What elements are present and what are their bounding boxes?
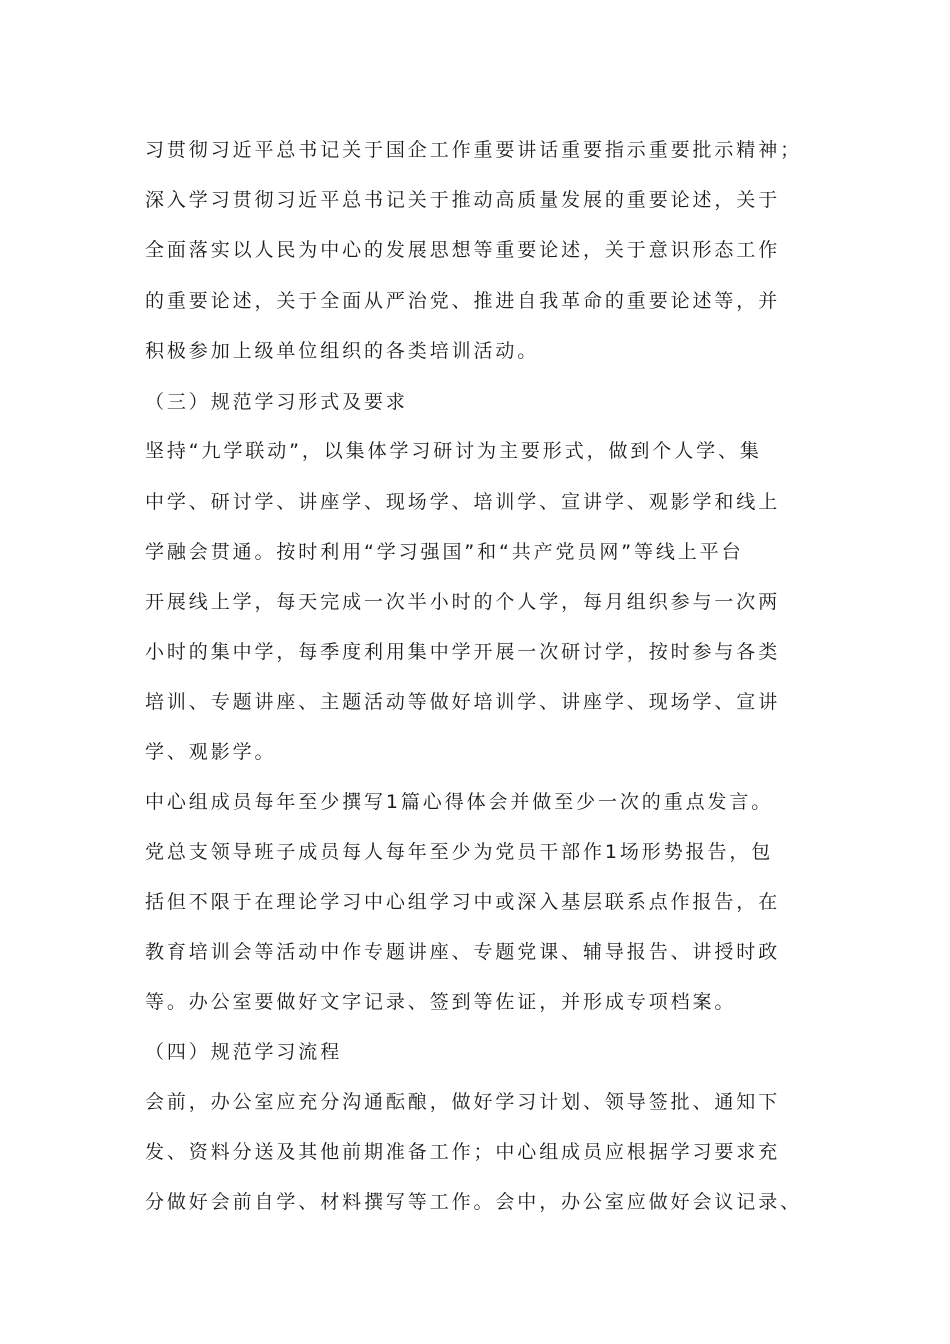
body-text-line: 坚持“九学联动”，以集体学习研讨为主要形式，做到个人学、集 [145,440,762,462]
body-text-line: 发、资料分送及其他前期准备工作；中心组成员应根据学习要求充 [145,1141,781,1163]
body-text-line: 的重要论述，关于全面从严治党、推进自我革命的重要论述等，并 [145,290,781,312]
body-text-line: 分做好会前自学、材料撰写等工作。会中，办公室应做好会议记录、 [145,1191,803,1213]
body-text-line: 中学、研讨学、讲座学、现场学、培训学、宣讲学、观影学和线上 [145,491,781,513]
body-text-line: 积极参加上级单位组织的各类培训活动。 [145,340,540,362]
section-heading: （三）规范学习形式及要求 [145,391,408,413]
body-text-line: 括但不限于在理论学习中心组学习中或深入基层联系点作报告，在 [145,891,781,913]
body-text-line: 培训、专题讲座、主题活动等做好培训学、讲座学、现场学、宣讲 [145,691,781,713]
body-text-line: 学、观影学。 [145,741,277,763]
body-text-line: 习贯彻习近平总书记关于国企工作重要讲话重要指示重要批示精神； [145,139,803,161]
body-text-line: 学融会贯通。按时利用“学习强国”和“共产党员网”等线上平台 [145,541,744,563]
body-text-line: 中心组成员每年至少撰写1篇心得体会并做至少一次的重点发言。 [145,791,774,813]
body-text-line: 开展线上学，每天完成一次半小时的个人学，每月组织参与一次两 [145,591,781,613]
body-text-line: 全面落实以人民为中心的发展思想等重要论述，关于意识形态工作 [145,239,781,261]
body-text-line: 会前，办公室应充分沟通酝酿，做好学习计划、领导签批、通知下 [145,1091,781,1113]
body-text-line: 小时的集中学，每季度利用集中学开展一次研讨学，按时参与各类 [145,641,781,663]
body-text-line: 深入学习贯彻习近平总书记关于推动高质量发展的重要论述，关于 [145,189,781,211]
body-text-line: 党总支领导班子成员每人每年至少为党员干部作1场形势报告，包 [145,841,774,863]
section-heading: （四）规范学习流程 [145,1041,343,1063]
body-text-line: 教育培训会等活动中作专题讲座、专题党课、辅导报告、讲授时政 [145,941,781,963]
body-text-line: 等。办公室要做好文字记录、签到等佐证，并形成专项档案。 [145,991,737,1013]
